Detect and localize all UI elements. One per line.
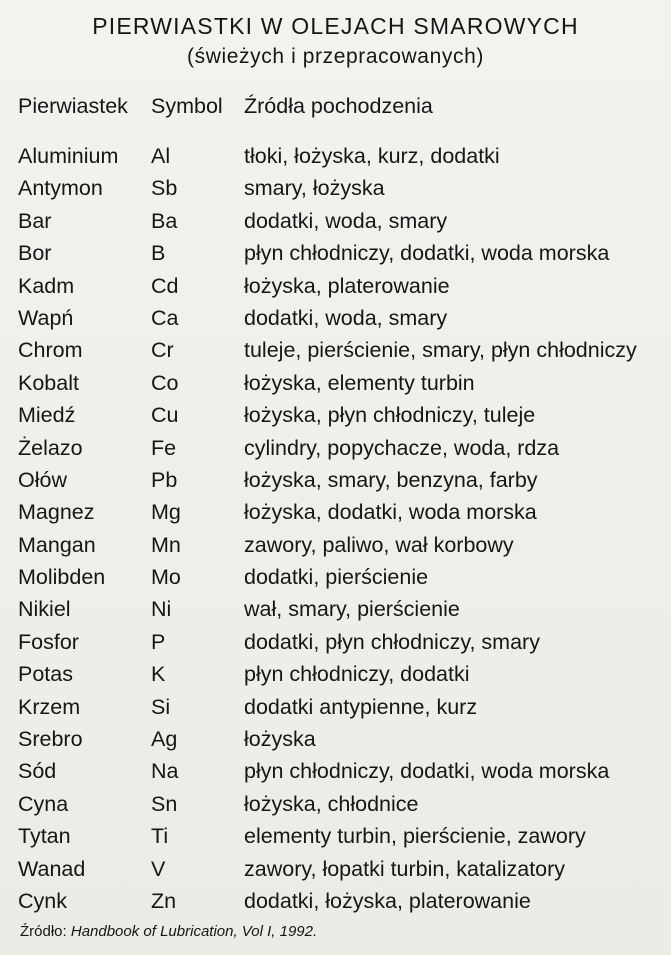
element-symbol: Sn [151,791,178,816]
element-symbol: Mn [151,532,181,557]
source-note-label: Źródło: [20,923,67,940]
element-symbol: Ca [151,305,179,330]
element-name: Krzem [18,694,81,719]
element-sources: dodatki antypienne, kurz [244,694,478,719]
element-sources: tłoki, łożyska, kurz, dodatki [244,144,500,168]
element-sources: płyn chłodniczy, dodatki, woda morska [244,759,610,784]
table-row [0,367,671,399]
table-row [0,270,671,302]
element-sources: łożyska, dodatki, woda morska [244,500,537,525]
table-row [0,885,671,917]
element-sources: dodatki, łożyska, platerowanie [244,888,531,913]
element-symbol: Cd [151,273,179,298]
element-name: Aluminium [18,144,119,168]
element-name: Antymon [18,176,103,201]
element-symbol: K [151,662,166,687]
table-row [0,853,671,885]
element-symbol: V [151,856,166,881]
element-sources: łożyska, elementy turbin [244,370,475,395]
element-name: Molibden [18,565,106,590]
table-row [0,658,671,690]
element-name: Wapń [18,305,74,330]
element-symbol: Cu [151,403,179,428]
element-name: Mangan [18,532,96,557]
element-sources: łożyska [244,727,316,752]
element-name: Cynk [18,888,67,913]
element-name: Bor [18,241,52,266]
table-row [0,140,671,172]
element-sources: płyn chłodniczy, dodatki, woda morska [244,241,610,266]
element-name: Chrom [18,338,83,363]
source-note [20,922,317,942]
column-header-element: Pierwiastek [18,94,128,118]
element-sources: zawory, łopatki turbin, katalizatory [244,856,566,881]
table-row [0,432,671,464]
page-subtitle: (świeżych i przepracowanych) [187,45,484,68]
table-row [0,172,671,204]
element-name: Bar [18,208,52,233]
table-row [0,561,671,593]
element-name: Fosfor [18,629,79,654]
element-name: Wanad [18,856,86,881]
element-symbol: Pb [151,467,178,492]
table-row [0,496,671,528]
element-name: Cyna [18,791,69,816]
element-symbol: Al [151,144,171,168]
element-name: Miedź [18,403,76,428]
element-name: Nikiel [18,597,71,622]
element-name: Potas [18,662,73,687]
element-name: Magnez [18,500,95,525]
element-sources: płyn chłodniczy, dodatki [244,662,470,687]
element-symbol: B [151,241,166,266]
source-note-work: Handbook of Lubrication, Vol I, 1992. [70,923,318,940]
element-sources: łożyska, smary, benzyna, farby [244,467,538,492]
table-row [0,691,671,723]
table-row [0,334,671,366]
table-row [0,755,671,787]
element-symbol: Co [151,370,179,395]
element-sources: dodatki, woda, smary [244,208,448,233]
element-name: Sód [18,759,57,784]
element-sources: tuleje, pierścienie, smary, płyn chłodniczy [244,338,637,363]
element-symbol: Na [151,759,179,784]
element-symbol: Cr [151,338,174,363]
element-symbol: Ti [151,824,169,849]
element-symbol: Zn [151,888,177,913]
page-title: PIERWIASTKI W OLEJACH SMAROWYCH [92,13,579,39]
element-name: Żelazo [18,435,83,460]
element-symbol: Ni [151,597,172,622]
element-symbol: Fe [151,435,177,460]
element-symbol: Mg [151,500,181,525]
element-sources: łożyska, platerowanie [244,273,450,298]
table-row [0,820,671,852]
element-sources: dodatki, płyn chłodniczy, smary [244,629,540,654]
element-sources: cylindry, popychacze, woda, rdza [244,435,560,460]
element-sources: dodatki, woda, smary [244,305,448,330]
table-row [0,237,671,269]
element-sources: wał, smary, pierścienie [244,597,460,622]
element-sources: elementy turbin, pierścienie, zawory [244,824,586,849]
element-sources: łożyska, chłodnice [244,791,419,816]
table-row [0,464,671,496]
table-row [0,626,671,658]
table-row [0,302,671,334]
table-header [0,91,671,121]
table-body [0,140,671,917]
element-symbol: Si [151,694,171,719]
element-symbol: P [151,629,166,654]
element-symbol: Ag [151,727,178,752]
element-name: Kadm [18,273,75,298]
element-sources: smary, łożyska [244,176,385,201]
element-name: Kobalt [18,370,79,395]
element-symbol: Mo [151,565,181,590]
element-name: Tytan [18,824,71,849]
column-header-symbol: Symbol [151,94,223,118]
element-symbol: Ba [151,208,178,233]
element-sources: łożyska, płyn chłodniczy, tuleje [244,403,536,428]
element-name: Srebro [18,727,83,752]
element-sources: zawory, paliwo, wał korbowy [244,532,514,557]
table-row [0,593,671,625]
table-row [0,529,671,561]
table-row [0,723,671,755]
element-name: Ołów [18,467,67,492]
element-symbol: Sb [151,176,178,201]
table-row [0,788,671,820]
table-row [0,399,671,431]
column-header-sources: Źródła pochodzenia [244,94,433,118]
element-sources: dodatki, pierścienie [244,565,429,590]
table-row [0,205,671,237]
